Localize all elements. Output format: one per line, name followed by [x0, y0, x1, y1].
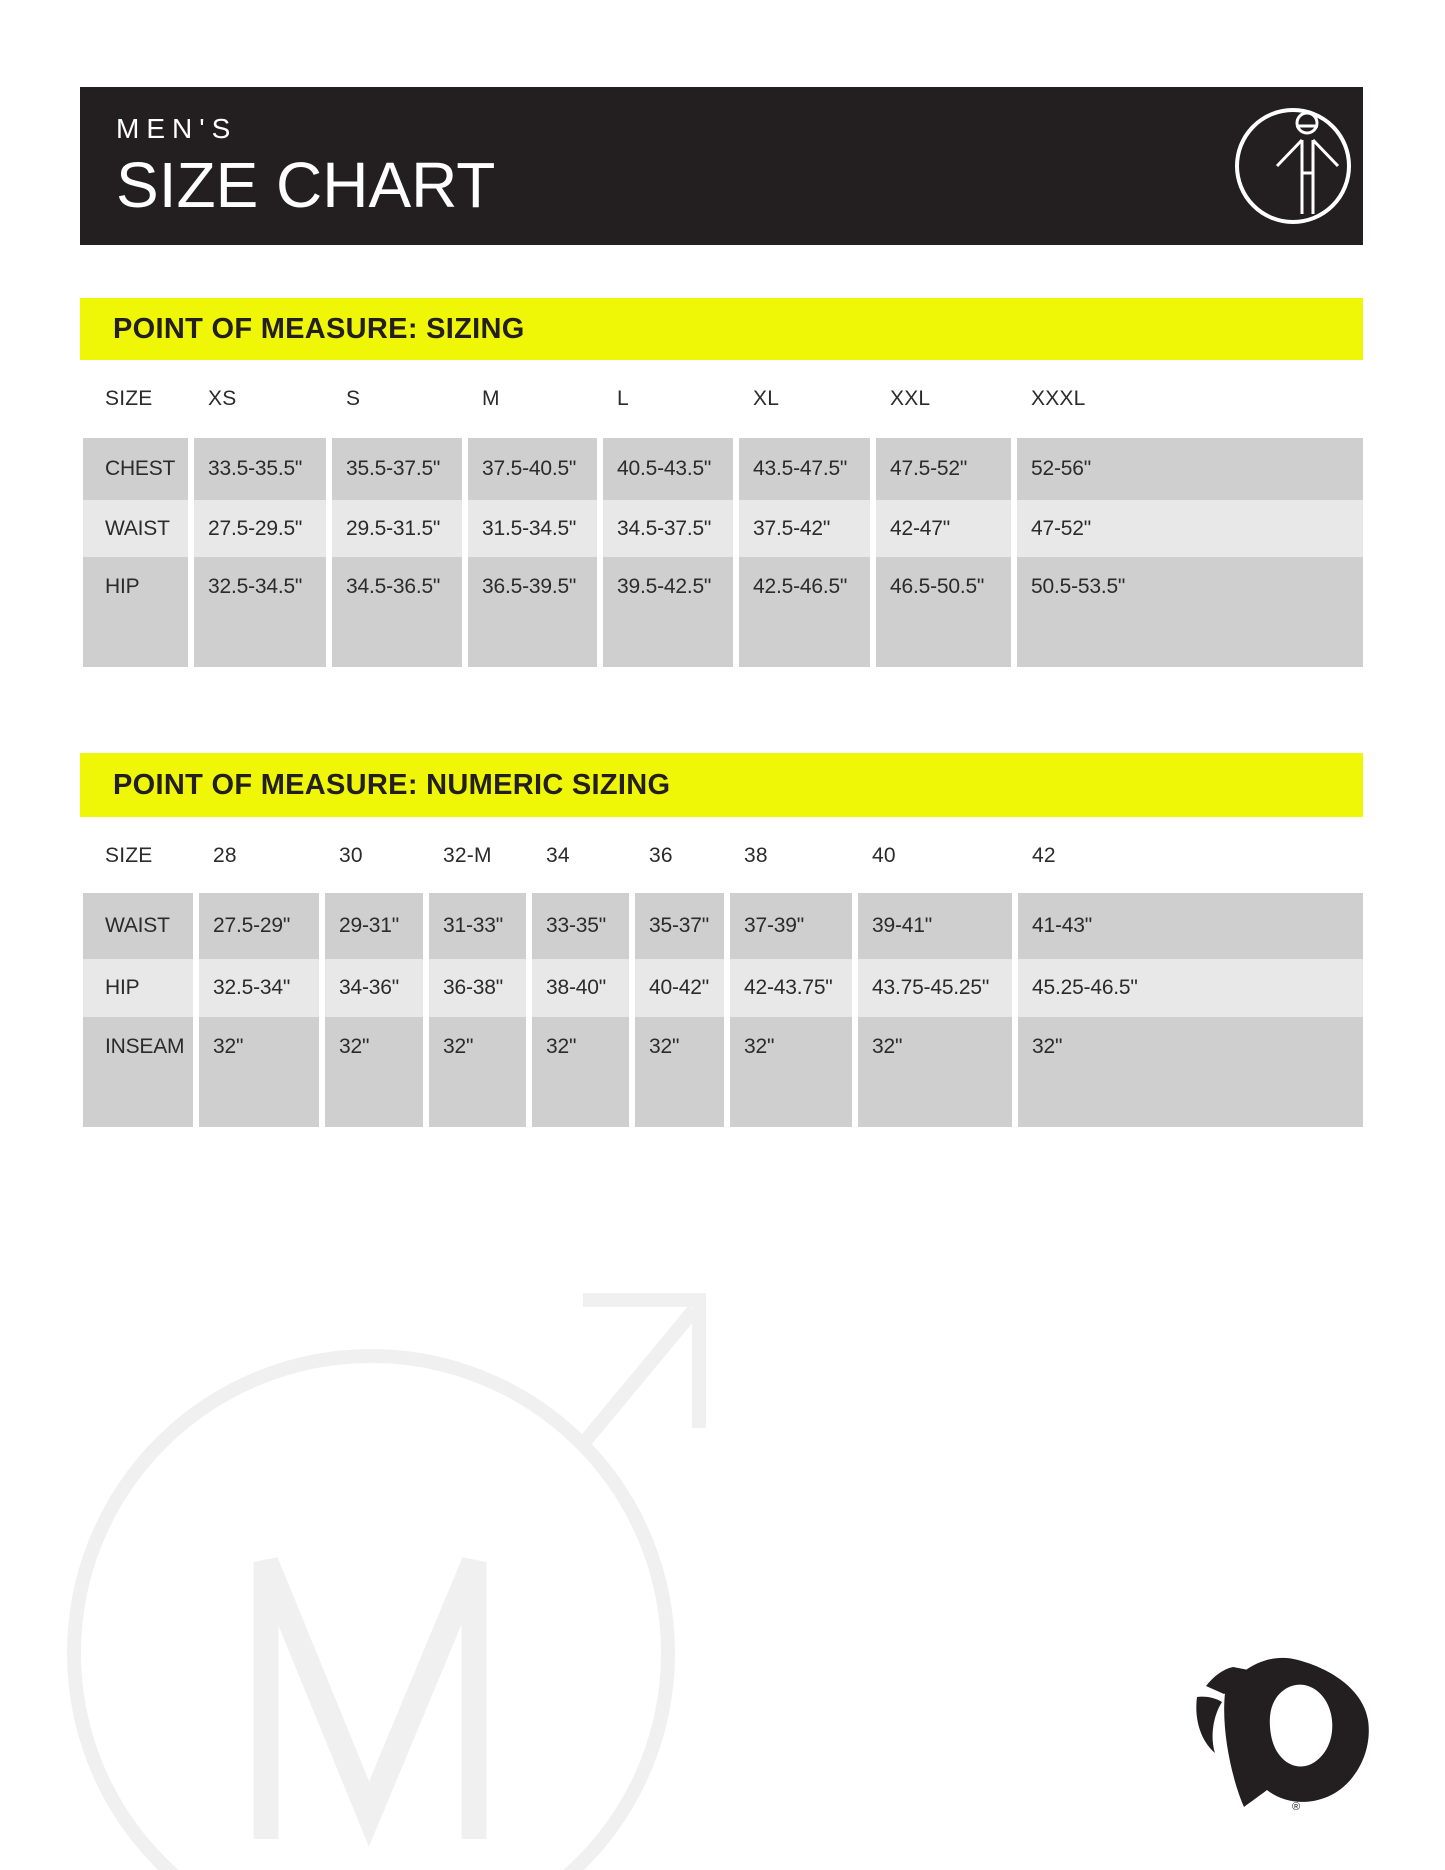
- column-header-28: 28: [213, 844, 237, 867]
- column-header-size: SIZE: [105, 844, 153, 867]
- table-cell: 42-47": [876, 500, 1011, 557]
- point-of-measure-numeric-sizing-banner: [80, 753, 1363, 817]
- table-cell: 43.5-47.5": [739, 438, 870, 500]
- column-header-m: M: [482, 387, 500, 410]
- table-cell: 46.5-50.5": [876, 557, 1011, 667]
- table-row-waist: [83, 893, 1363, 959]
- table-cell: 41-43": [1018, 893, 1363, 959]
- table-cell: 27.5-29.5": [194, 500, 326, 557]
- table-row-inseam: [83, 1017, 1363, 1127]
- row-label: HIP: [83, 959, 193, 1017]
- sizing-table-header-row: [83, 374, 1363, 424]
- table-cell: 31.5-34.5": [468, 500, 597, 557]
- column-header-40: 40: [872, 844, 896, 867]
- table-cell: 34.5-37.5": [603, 500, 733, 557]
- row-label: CHEST: [83, 438, 188, 500]
- table-cell: 50.5-53.5": [1017, 557, 1363, 667]
- table-cell: 39-41": [858, 893, 1012, 959]
- table-cell: 33-35": [532, 893, 629, 959]
- table-cell: 27.5-29": [199, 893, 319, 959]
- header-bar: [80, 87, 1363, 245]
- table-cell: 32": [730, 1017, 852, 1127]
- table-cell: 37.5-42": [739, 500, 870, 557]
- table-cell: 32": [635, 1017, 724, 1127]
- banner-label: POINT OF MEASURE: NUMERIC SIZING: [113, 768, 671, 801]
- row-label: WAIST: [83, 500, 188, 557]
- banner-label: POINT OF MEASURE: SIZING: [113, 312, 525, 345]
- table-row-waist: [83, 500, 1363, 557]
- column-header-42: 42: [1032, 844, 1056, 867]
- table-cell: 29-31": [325, 893, 423, 959]
- table-cell: 52-56": [1017, 438, 1363, 500]
- table-cell: 37-39": [730, 893, 852, 959]
- column-header-30: 30: [339, 844, 363, 867]
- table-cell: 38-40": [532, 959, 629, 1017]
- point-of-measure-sizing-banner: [80, 298, 1363, 360]
- table-cell: 29.5-31.5": [332, 500, 462, 557]
- table-cell: 32": [1018, 1017, 1363, 1127]
- table-cell: 42-43.75": [730, 959, 852, 1017]
- logo-p-swoosh: [1224, 1658, 1369, 1807]
- row-label: WAIST: [83, 893, 193, 959]
- column-header-l: L: [617, 387, 629, 410]
- table-cell: 47.5-52": [876, 438, 1011, 500]
- male-symbol-watermark: [0, 1240, 760, 1870]
- numeric-sizing-table: [80, 893, 1363, 1127]
- table-cell: 34-36": [325, 959, 423, 1017]
- table-cell: 43.75-45.25": [858, 959, 1012, 1017]
- table-cell: 35.5-37.5": [332, 438, 462, 500]
- table-cell: 42.5-46.5": [739, 557, 870, 667]
- column-header-xxl: XXL: [890, 387, 931, 410]
- column-header-xl: XL: [753, 387, 780, 410]
- column-header-xs: XS: [208, 387, 237, 410]
- logo-crescent-shape: [1196, 1697, 1222, 1753]
- sizing-table: [80, 438, 1363, 667]
- table-cell: 40.5-43.5": [603, 438, 733, 500]
- table-cell: 33.5-35.5": [194, 438, 326, 500]
- person-figure-icon: [1231, 104, 1355, 228]
- table-cell: 36-38": [429, 959, 526, 1017]
- row-label: INSEAM: [83, 1017, 193, 1127]
- column-header-38: 38: [744, 844, 768, 867]
- table-cell: 34.5-36.5": [332, 557, 462, 667]
- table-cell: 35-37": [635, 893, 724, 959]
- pearl-izumi-logo: [1170, 1640, 1400, 1830]
- table-cell: 31-33": [429, 893, 526, 959]
- table-cell: 47-52": [1017, 500, 1363, 557]
- column-header-size: SIZE: [105, 387, 153, 410]
- table-cell: 45.25-46.5": [1018, 959, 1363, 1017]
- row-label: HIP: [83, 557, 188, 667]
- numeric-table-header-row: [83, 831, 1363, 881]
- table-cell: 37.5-40.5": [468, 438, 597, 500]
- column-header-32m: 32-M: [443, 844, 492, 867]
- table-cell: 39.5-42.5": [603, 557, 733, 667]
- male-symbol-arrow-shaft: [582, 1310, 694, 1445]
- header-pretitle: MEN'S: [116, 113, 238, 144]
- page-title: SIZE CHART: [116, 149, 496, 221]
- table-cell: 40-42": [635, 959, 724, 1017]
- registered-mark: ®: [1292, 1801, 1301, 1813]
- table-cell: 36.5-39.5": [468, 557, 597, 667]
- table-cell: 32": [532, 1017, 629, 1127]
- table-cell: 32.5-34.5": [194, 557, 326, 667]
- table-cell: 32": [199, 1017, 319, 1127]
- table-row-chest: [83, 438, 1363, 500]
- table-cell: 32": [858, 1017, 1012, 1127]
- column-header-s: S: [346, 387, 361, 410]
- column-header-36: 36: [649, 844, 673, 867]
- column-header-xxxl: XXXL: [1031, 387, 1086, 410]
- table-row-hip: [83, 959, 1363, 1017]
- table-cell: 32.5-34": [199, 959, 319, 1017]
- table-cell: 32": [325, 1017, 423, 1127]
- table-row-hip: [83, 557, 1363, 667]
- column-header-34: 34: [546, 844, 570, 867]
- table-cell: 32": [429, 1017, 526, 1127]
- watermark-letter-m: [266, 1562, 474, 1839]
- page-content: [80, 0, 1363, 1127]
